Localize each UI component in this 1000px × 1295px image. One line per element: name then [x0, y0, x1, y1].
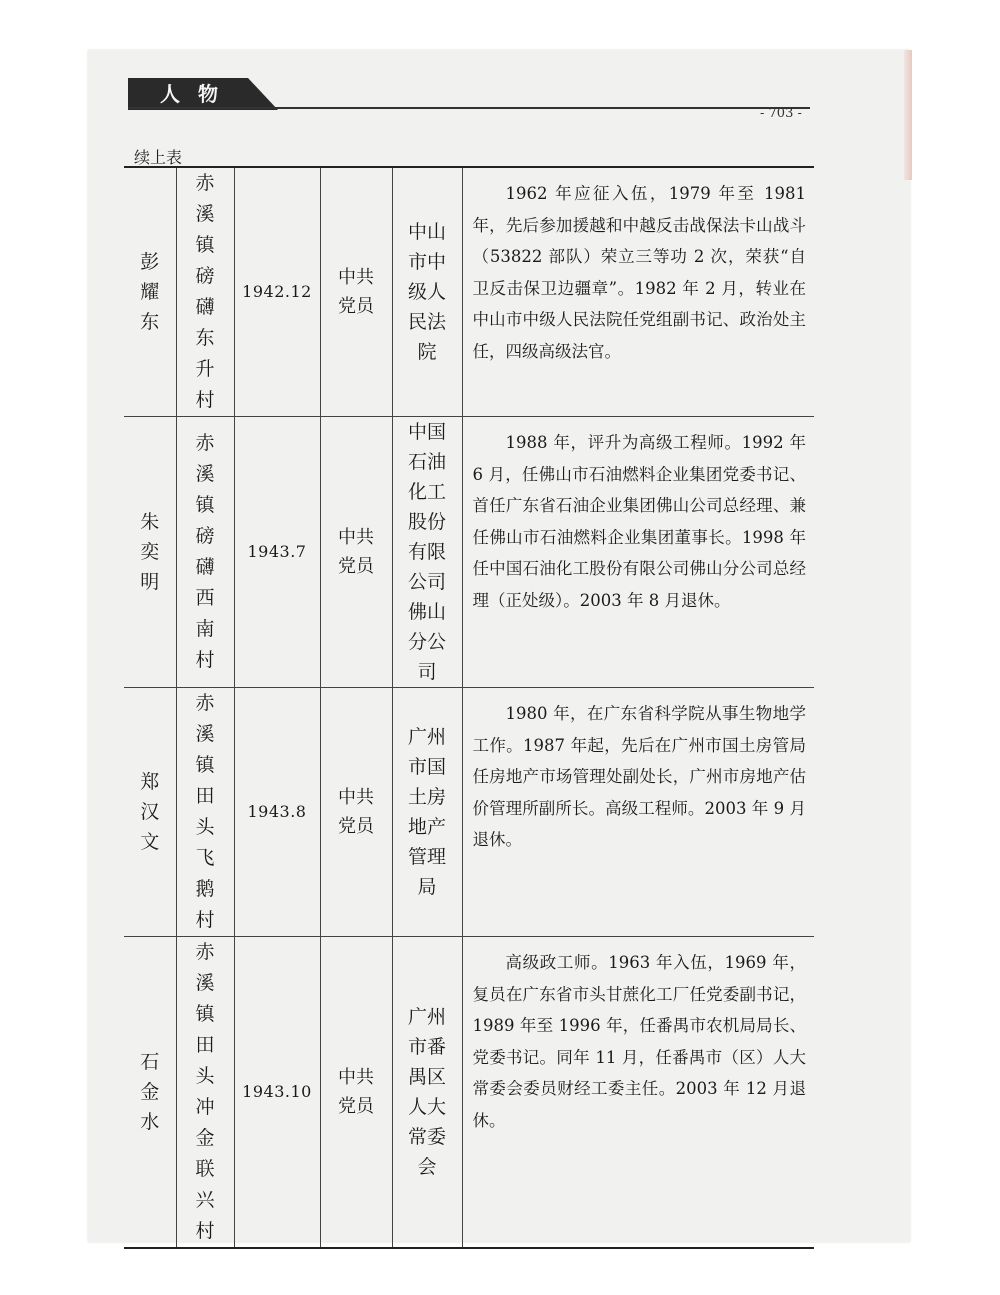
birth-cell — [234, 417, 320, 688]
page-number: - 703 - — [760, 106, 802, 121]
person-name: 郑汉文 — [140, 771, 160, 853]
birth-date: 1942.12 — [242, 282, 312, 301]
work-unit: 广州市番禺区人大常委会 — [407, 1006, 446, 1178]
party-affiliation: 中共党员 — [338, 527, 374, 577]
birth-date: 1943.7 — [247, 542, 307, 561]
hometown: 赤溪镇磅礴西南村 — [195, 432, 215, 671]
table-row — [124, 417, 814, 688]
party-cell — [320, 688, 392, 937]
unit-cell — [392, 167, 462, 417]
description-cell: 1962 年应征入伍，1979 年至 1981 年，先后参加援越和中越反击战保法卡山战斗（53822 部队）荣立三等功 2 次，荣获“自卫反击保卫边疆章”。1982 年 2 月，转业在中山市中级人民法院任党组副书记、政治处主任，四级高级法官。 — [462, 167, 814, 417]
page-edge — [904, 50, 912, 180]
table-row — [124, 937, 814, 1249]
unit-cell — [392, 937, 462, 1249]
birth-date: 1943.10 — [242, 1082, 312, 1101]
birth-cell — [234, 167, 320, 417]
work-unit: 中山市中级人民法院 — [407, 221, 446, 363]
work-unit: 广州市国土房地产管理局 — [407, 726, 446, 898]
hometown: 赤溪镇磅礴东升村 — [195, 172, 215, 411]
table-row — [124, 167, 814, 417]
birth-cell — [234, 937, 320, 1249]
party-affiliation: 中共党员 — [338, 267, 374, 317]
description-cell: 1980 年，在广东省科学院从事生物地学工作。1987 年起，先后在广州市国土房管局任房地产市场管理处副处长，广州市房地产估价管理所副所长。高级工程师。2003 年 9 月退休。 — [462, 688, 814, 937]
hometown-cell — [176, 417, 234, 688]
section-title: 人物 — [160, 82, 236, 106]
birth-date: 1943.8 — [247, 802, 307, 821]
person-name: 彭耀东 — [140, 251, 160, 333]
person-name: 石金水 — [140, 1051, 160, 1133]
person-name: 朱奕明 — [140, 511, 160, 593]
hometown-cell — [176, 688, 234, 937]
table-row — [124, 688, 814, 937]
name-cell — [124, 417, 176, 688]
hometown-cell — [176, 937, 234, 1249]
biography-table — [124, 166, 814, 1249]
description-cell: 1988 年，评升为高级工程师。1992 年 6 月，任佛山市石油燃料企业集团党委书记、首任广东省石油企业集团佛山公司总经理、兼任佛山市石油燃料企业集团董事长。1998 年任中国石油化工股份有限公司佛山分公司总经理（正处级）。2003 年 8 月退休。 — [462, 417, 814, 688]
party-affiliation: 中共党员 — [338, 787, 374, 837]
hometown: 赤溪镇田头飞鹅村 — [195, 692, 215, 931]
name-cell — [124, 688, 176, 937]
header-rule — [128, 107, 810, 109]
work-unit: 中国石油化工股份有限公司佛山分公司 — [407, 421, 446, 683]
name-cell — [124, 937, 176, 1249]
hometown-cell — [176, 167, 234, 417]
name-cell — [124, 167, 176, 417]
unit-cell — [392, 688, 462, 937]
party-cell — [320, 417, 392, 688]
unit-cell — [392, 417, 462, 688]
hometown: 赤溪镇田头冲金联兴村 — [195, 941, 215, 1242]
party-affiliation: 中共党员 — [338, 1067, 374, 1117]
continued-label: 续上表 — [134, 148, 183, 167]
birth-cell — [234, 688, 320, 937]
description-cell: 高级政工师。1963 年入伍，1969 年，复员在广东省市头甘蔗化工厂任党委副书记，1989 年至 1996 年，任番禺市农机局局长、党委书记。同年 11 月，任番禺市（区）人大常委会委员财经工委主任。2003 年 12 月退休。 — [462, 937, 814, 1249]
party-cell — [320, 937, 392, 1249]
party-cell — [320, 167, 392, 417]
